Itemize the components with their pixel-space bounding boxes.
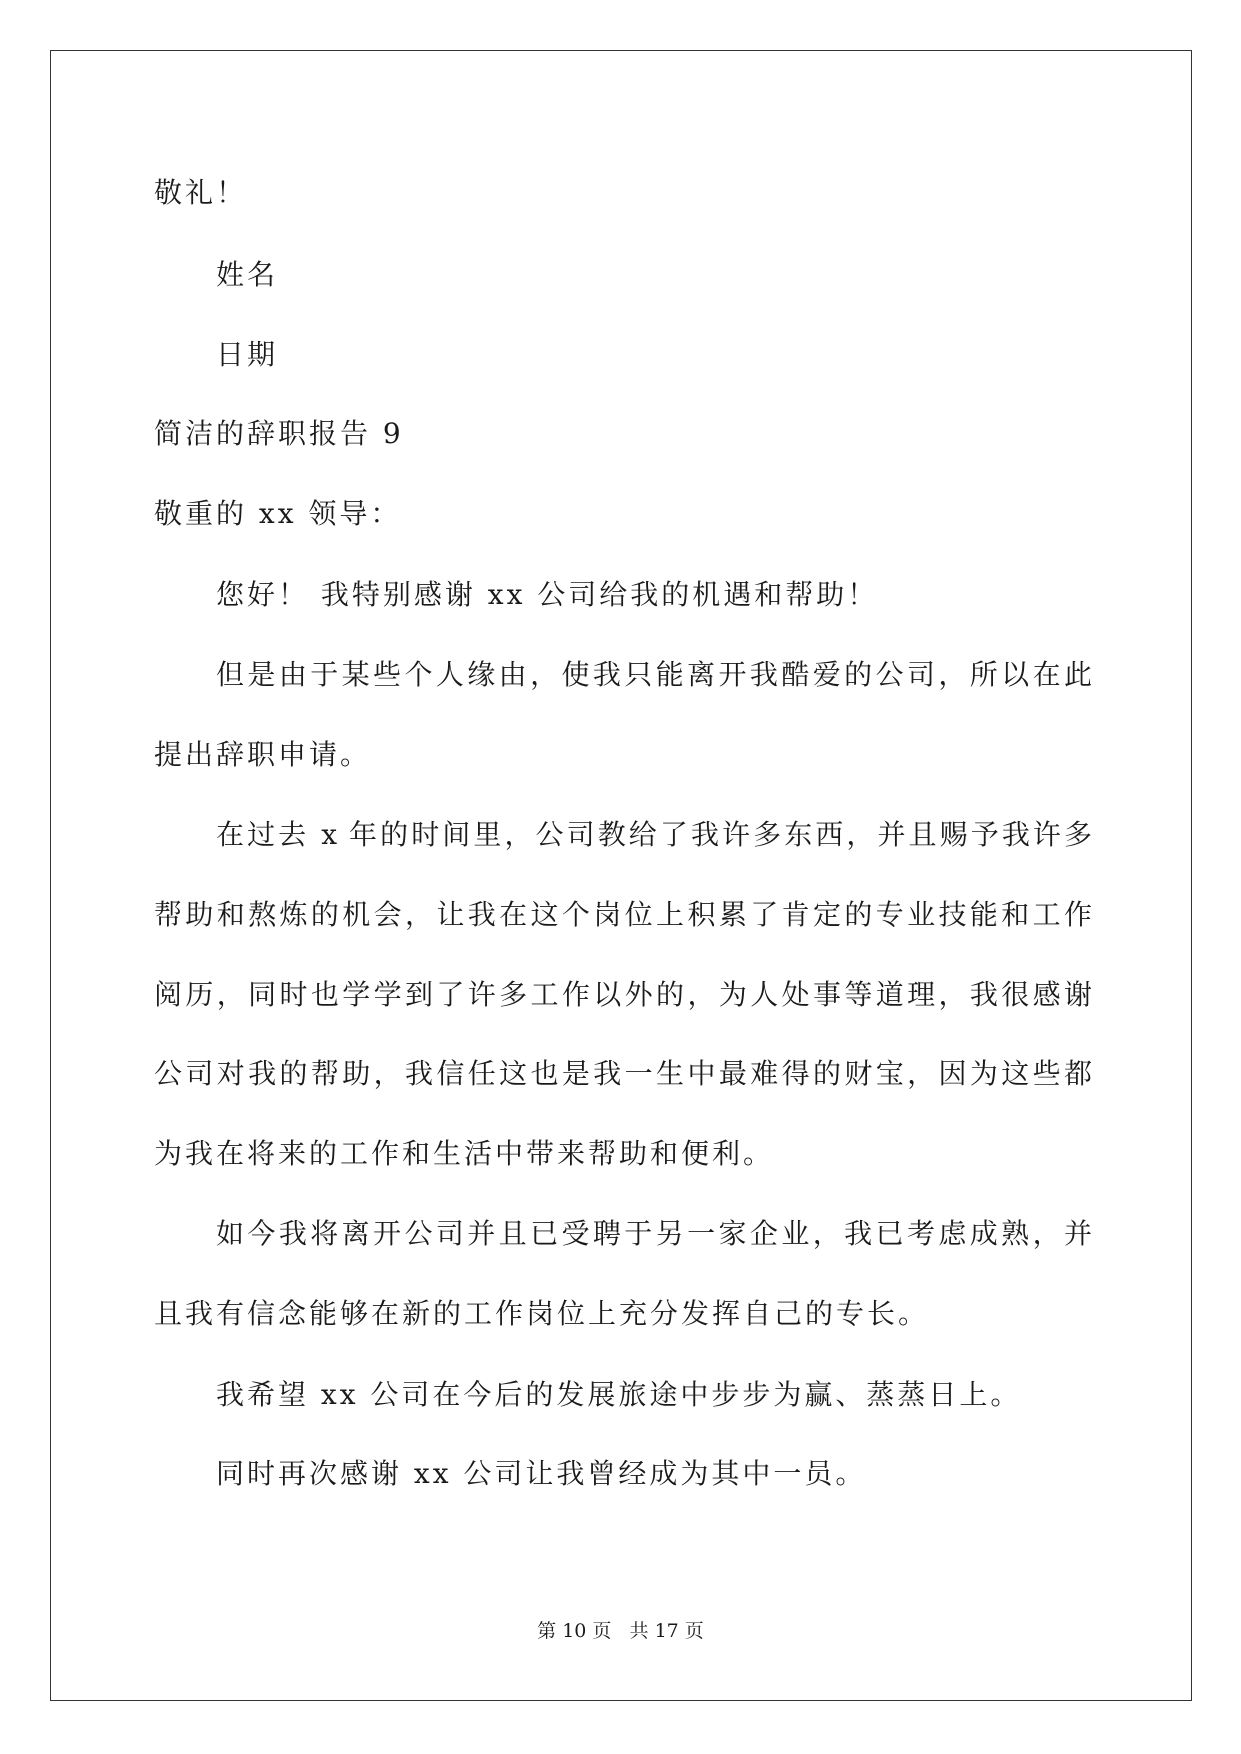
paragraph-line: 我希望 xx 公司在今后的发展旅途中步步为赢、蒸蒸日上。 [216,1378,1022,1411]
paragraph-line: 同时再次感谢 xx 公司让我曾经成为其中一员。 [216,1457,867,1490]
page-number-footer: 第 10 页 共 17 页 [537,1620,704,1642]
section-heading: 简洁的辞职报告 9 [154,417,404,450]
paragraph-line: 为我在将来的工作和生活中带来帮助和便利。 [154,1137,775,1170]
paragraph-line: 且我有信念能够在新的工作岗位上充分发挥自己的专长。 [154,1297,930,1330]
paragraph-line: 提出辞职申请。 [154,738,372,771]
paragraph-line: 但是由于某些个人缘由，使我只能离开我酷爱的公司，所以在此 [216,658,1092,691]
signature-date: 日期 [216,338,279,371]
paragraph-line: 您好！ 我特别感谢 xx 公司给我的机遇和帮助！ [216,578,879,611]
signature-name: 姓名 [216,258,279,291]
paragraph-line: 公司对我的帮助，我信任这也是我一生中最难得的财宝，因为这些都 [154,1057,1092,1090]
paragraph-line: 帮助和熬炼的机会，让我在这个岗位上积累了肯定的专业技能和工作 [154,898,1092,931]
paragraph-line: 在过去 x 年的时间里，公司教给了我许多东西，并且赐予我许多 [216,818,1092,851]
letter-greeting: 敬重的 xx 领导： [154,497,402,530]
closing-salutation: 敬礼！ [154,176,248,209]
paragraph-line: 阅历，同时也学学到了许多工作以外的，为人处事等道理，我很感谢 [154,978,1092,1011]
paragraph-line: 如今我将离开公司并且已受聘于另一家企业，我已考虑成熟，并 [216,1217,1092,1250]
